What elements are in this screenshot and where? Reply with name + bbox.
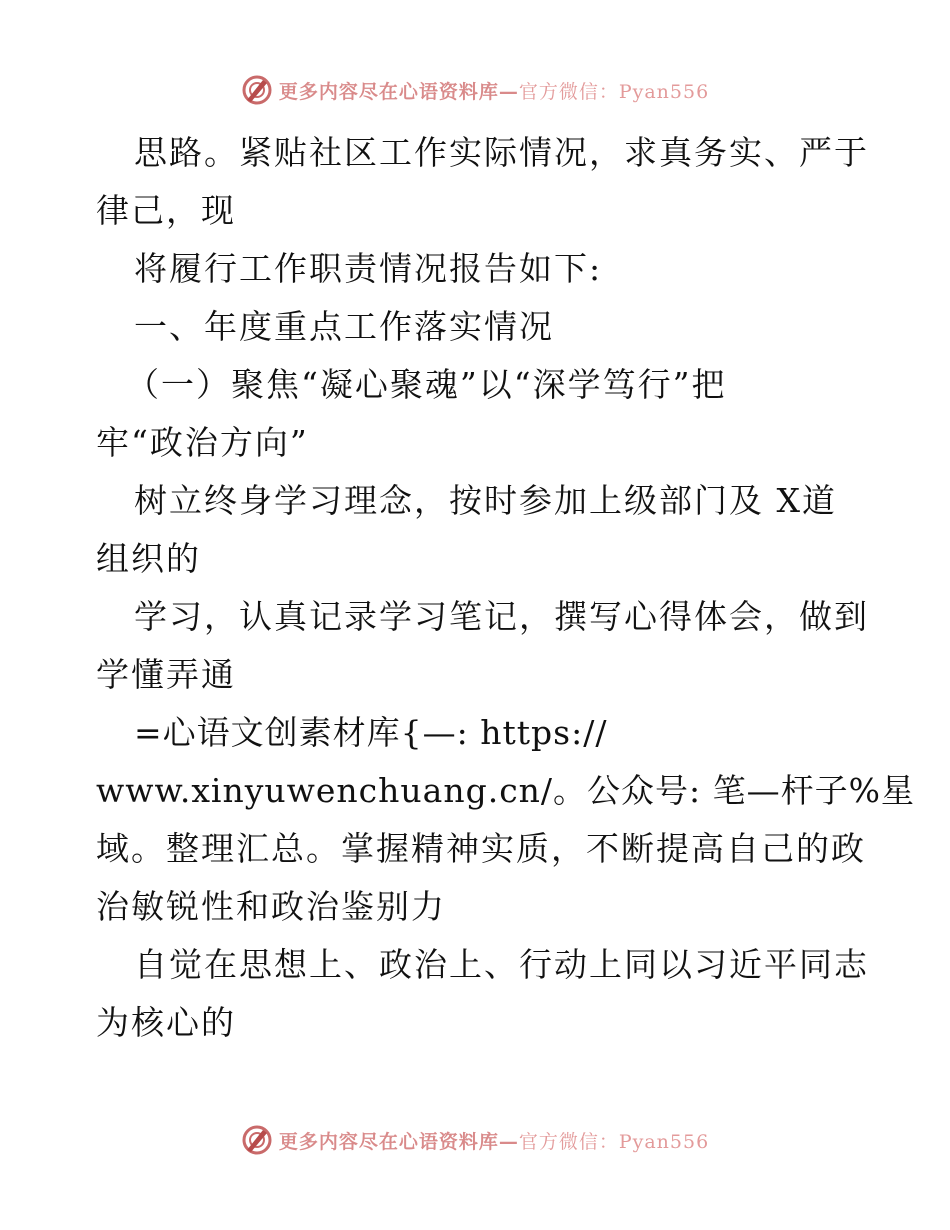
document-body xyxy=(96,124,916,1052)
paragraph-line: 学懂弄通 xyxy=(96,655,236,694)
paragraph-line: 为核心的 xyxy=(96,1003,236,1042)
footer-watermark-banner xyxy=(0,1120,950,1160)
paragraph-line: 将履行工作职责情况报告如下: xyxy=(134,249,603,288)
header-banner-text: 更多内容尽在心语资料库—官方微信：Pyan556 xyxy=(278,80,710,103)
paragraph-line: www.xinyuwenchuang.cn/。公众号: 笔—杆子%星 xyxy=(96,771,916,810)
paragraph-line: 组织的 xyxy=(96,539,201,578)
pen-circle-logo-icon xyxy=(241,74,273,106)
paragraph-line: 律己，现 xyxy=(96,191,236,230)
footer-banner-text: 更多内容尽在心语资料库—官方微信：Pyan556 xyxy=(278,1130,710,1153)
pen-circle-logo-icon xyxy=(241,1124,273,1156)
subsection-heading-continued: 牢“政治方向” xyxy=(96,423,309,462)
paragraph-line: 域。整理汇总。掌握精神实质，不断提高自己的政 xyxy=(96,829,866,868)
paragraph-line: 治敏锐性和政治鉴别力 xyxy=(96,887,446,926)
paragraph-line: 自觉在思想上、政治上、行动上同以习近平同志 xyxy=(134,945,869,984)
paragraph-line: 树立终身学习理念，按时参加上级部门及 X道 xyxy=(134,481,837,520)
subsection-heading: （一）聚焦“凝心聚魂”以“深学笃行”把 xyxy=(126,365,727,404)
section-heading: 一、年度重点工作落实情况 xyxy=(134,307,554,346)
paragraph-line: =心语文创素材库{—: https:// xyxy=(134,713,608,752)
header-watermark-banner xyxy=(0,70,950,110)
paragraph-line: 思路。紧贴社区工作实际情况，求真务实、严于 xyxy=(134,133,869,172)
paragraph-line: 学习，认真记录学习笔记，撰写心得体会，做到 xyxy=(134,597,869,636)
